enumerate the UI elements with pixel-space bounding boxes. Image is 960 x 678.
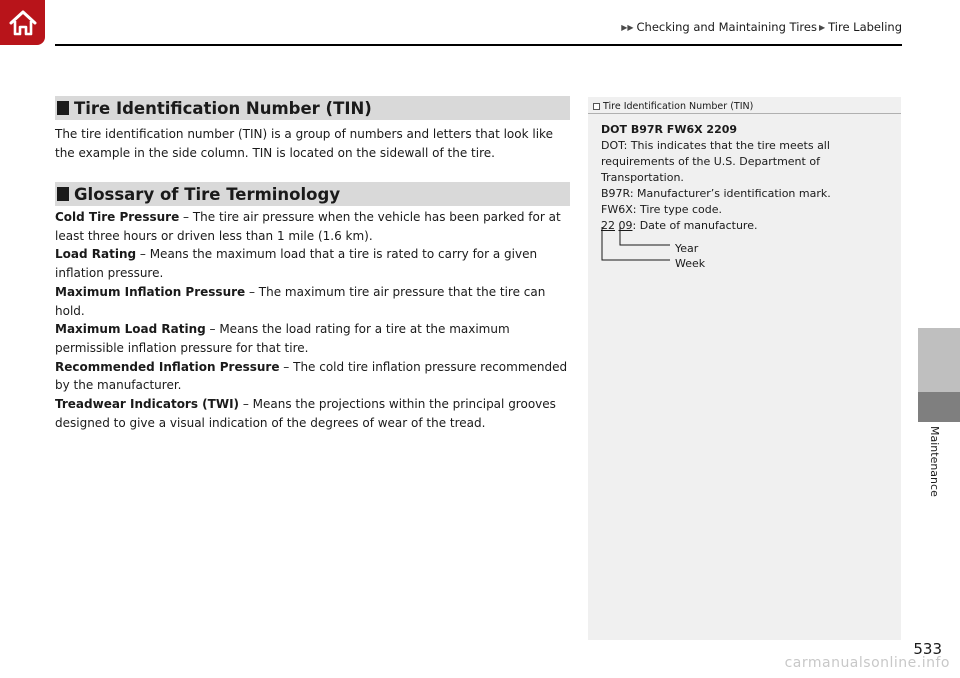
glossary-term: Maximum Load Rating bbox=[55, 322, 206, 337]
tin-explanation: DOT: This indicates that the tire meets all requirements of the U.S. Department of Transportation. bbox=[601, 139, 830, 184]
glossary-term: Recommended Inflation Pressure bbox=[55, 359, 280, 374]
section-title: Glossary of Tire Terminology bbox=[74, 184, 341, 204]
watermark-text: carmanualsonline.info bbox=[784, 655, 950, 671]
glossary-entry bbox=[55, 283, 570, 320]
section-title: Tire Identification Number (TIN) bbox=[74, 98, 372, 118]
glossary-definition: – The cold tire inflation pressure recommended by the manufacturer. bbox=[55, 359, 568, 393]
section-heading-tin bbox=[55, 96, 570, 120]
date-of-manufacture bbox=[601, 218, 901, 234]
glossary-entry bbox=[55, 320, 570, 357]
section-heading-glossary bbox=[55, 182, 570, 206]
glossary-term: Maximum Inflation Pressure bbox=[55, 284, 246, 299]
breadcrumb bbox=[621, 20, 902, 34]
side-column-content bbox=[588, 114, 901, 234]
side-column-header bbox=[588, 97, 901, 114]
year-label: Year bbox=[675, 242, 699, 255]
note-icon bbox=[593, 103, 600, 110]
week-label: Week bbox=[675, 257, 706, 270]
glossary-list bbox=[55, 208, 570, 432]
chapter-tab-active[interactable] bbox=[918, 392, 960, 422]
tin-explanation: B97R: Manufacturer’s identification mark. bbox=[601, 187, 831, 200]
chapter-tab-upper bbox=[918, 328, 960, 392]
glossary-definition: – The maximum tire air pressure that the tire can hold. bbox=[55, 284, 546, 318]
glossary-term: Treadwear Indicators (TWI) bbox=[55, 397, 240, 412]
home-button[interactable] bbox=[0, 0, 45, 45]
breadcrumb-link-checking-tires[interactable]: Checking and Maintaining Tires bbox=[636, 20, 817, 34]
chapter-label-maintenance: Maintenance bbox=[928, 426, 941, 497]
glossary-term: Cold Tire Pressure bbox=[55, 210, 180, 224]
breadcrumb-current-tire-labeling: Tire Labeling bbox=[828, 20, 902, 34]
glossary-entry bbox=[55, 358, 570, 395]
date-year-digits: 09 bbox=[618, 219, 633, 232]
glossary-entry bbox=[55, 395, 570, 432]
breadcrumb-arrow-icon: ▶▶ bbox=[621, 22, 634, 32]
glossary-entry bbox=[55, 208, 570, 245]
side-column bbox=[588, 97, 901, 640]
breadcrumb-arrow-icon: ▶ bbox=[818, 22, 826, 32]
date-week-digits: 22 bbox=[601, 219, 615, 232]
square-bullet-icon bbox=[57, 187, 69, 201]
page-number: 533 bbox=[913, 640, 942, 658]
glossary-definition: – Means the maximum load that a tire is rated to carry for a given inflation pressure. bbox=[55, 247, 538, 281]
square-bullet-icon bbox=[57, 101, 69, 115]
glossary-definition: – The tire air pressure when the vehicle has been parked for at least three hours or driven less than 1 mile (1.6 km). bbox=[55, 210, 561, 243]
glossary-definition: – Means the projections within the principal grooves designed to give a visual indication of the degrees of wear of the tread. bbox=[55, 397, 556, 430]
glossary-definition: – Means the load rating for a tire at the maximum permissible inflation pressure for that tire. bbox=[55, 322, 510, 355]
header-divider bbox=[55, 44, 902, 46]
glossary-term: Load Rating bbox=[55, 247, 137, 262]
glossary-entry bbox=[55, 245, 570, 282]
tin-paragraph: The tire identification number (TIN) is a group of numbers and letters that look like the example in the side column. TIN is located on the sidewall of the tire. bbox=[55, 127, 553, 160]
tin-explanation: FW6X: Tire type code. bbox=[601, 203, 723, 216]
date-label: : Date of manufacture. bbox=[632, 219, 758, 232]
tin-code: DOT B97R FW6X 2209 bbox=[601, 123, 738, 136]
home-icon bbox=[8, 9, 38, 37]
side-column-title: Tire Identification Number (TIN) bbox=[603, 101, 754, 112]
